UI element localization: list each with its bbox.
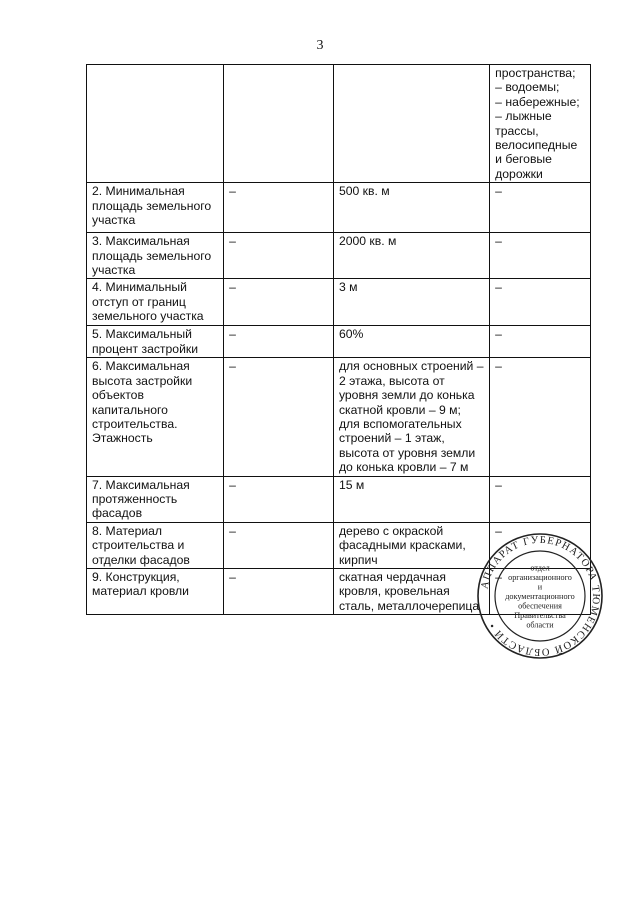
seal-inner-line: документационного bbox=[505, 592, 575, 601]
table-row bbox=[87, 476, 591, 522]
table-row bbox=[87, 233, 591, 279]
row-value-col2: – bbox=[224, 326, 334, 358]
row-value-col4: – bbox=[490, 358, 591, 476]
row-value-col2: – bbox=[224, 522, 334, 568]
row-value-col4: пространства; – водоемы; – набережные; – лыжные трассы, велосипедные и беговые дорожки bbox=[490, 65, 591, 183]
seal-outer-text: АППАРАТ ГУБЕРНАТОРА ТЮМЕНСКОЙ ОБЛАСТИ • bbox=[479, 534, 602, 658]
row-value-col4: – bbox=[490, 476, 591, 522]
seal-inner-line: Правительства bbox=[514, 611, 566, 620]
row-parameter: 2. Минимальная площадь земельного участка bbox=[87, 183, 224, 233]
row-value-col4: – bbox=[490, 568, 591, 614]
row-value-col3 bbox=[333, 65, 489, 183]
row-parameter: 6. Максимальная высота застройки объектов капитального строительства. Этажность bbox=[87, 358, 224, 476]
row-value-col2 bbox=[224, 65, 334, 183]
row-parameter: 9. Конструкция, материал кровли bbox=[87, 568, 224, 614]
row-value-col3: 3 м bbox=[333, 279, 489, 326]
seal-inner-line: области bbox=[526, 620, 554, 630]
row-value-col2: – bbox=[224, 476, 334, 522]
row-value-col2: – bbox=[224, 568, 334, 614]
row-value-col4: – bbox=[490, 233, 591, 279]
row-value-col4: – bbox=[490, 183, 591, 233]
row-value-col4: – bbox=[490, 522, 591, 568]
row-parameter: 7. Максимальная протяженность фасадов bbox=[87, 476, 224, 522]
row-value-col2: – bbox=[224, 183, 334, 233]
row-value-col2: – bbox=[224, 358, 334, 476]
row-value-col2: – bbox=[224, 233, 334, 279]
seal-inner-line: и bbox=[537, 582, 543, 592]
official-seal bbox=[476, 532, 604, 660]
page-number: 3 bbox=[316, 38, 324, 53]
row-value-col4: – bbox=[490, 326, 591, 358]
row-parameter: 3. Максимальная площадь земельного участка bbox=[87, 233, 224, 279]
row-parameter: 5. Максимальный процент застройки bbox=[87, 326, 224, 358]
row-parameter bbox=[87, 65, 224, 183]
row-value-col3: 2000 кв. м bbox=[333, 233, 489, 279]
seal-inner-line: обеспечения bbox=[518, 601, 562, 611]
table-row bbox=[87, 183, 591, 233]
row-value-col3: 60% bbox=[333, 326, 489, 358]
row-value-col4: – bbox=[490, 279, 591, 326]
row-value-col3: для основных строений – 2 этажа, высота от уровня земли до конька скатной кровли – 9 м; для вспомогательных строений – 1 этаж, высота от уровня земли до конька кровли – 7 м bbox=[333, 358, 489, 476]
table-row bbox=[87, 358, 591, 476]
table-row bbox=[87, 65, 591, 183]
row-parameter: 4. Минимальный отступ от границ земельного участка bbox=[87, 279, 224, 326]
row-value-col3: скатная чердачная кровля, кровельная сталь, металлочерепица bbox=[333, 568, 489, 614]
row-value-col2: – bbox=[224, 279, 334, 326]
seal-inner-line: организационного bbox=[508, 573, 572, 582]
row-value-col3: 500 кв. м bbox=[333, 183, 489, 233]
row-value-col3: 15 м bbox=[333, 476, 489, 522]
row-parameter: 8. Материал строительства и отделки фасадов bbox=[87, 522, 224, 568]
table-row bbox=[87, 279, 591, 326]
row-value-col3: дерево с окраской фасадными красками, кирпич bbox=[333, 522, 489, 568]
table-row bbox=[87, 326, 591, 358]
seal-inner-line: отдел bbox=[530, 563, 550, 573]
